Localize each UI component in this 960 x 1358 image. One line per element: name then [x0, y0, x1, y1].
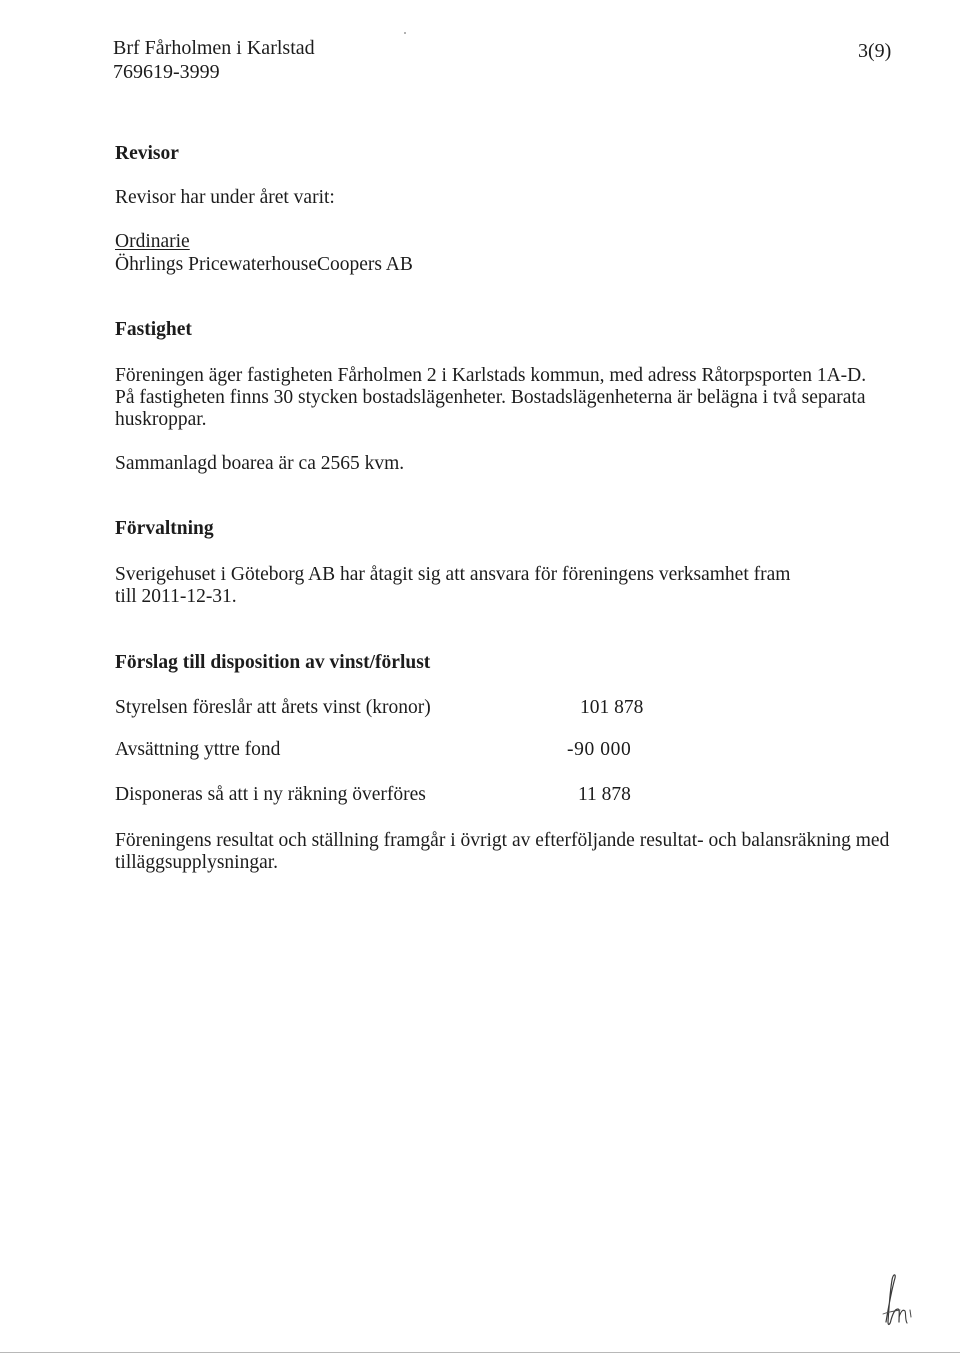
section-heading: Förslag till disposition av vinst/förlust: [115, 652, 431, 673]
auditor-name: Öhrlings PricewaterhouseCoopers AB: [115, 254, 413, 275]
row-label: Avsättning yttre fond: [115, 739, 281, 760]
row-amount: -90 000: [567, 739, 632, 760]
association-name: Brf Fårholmen i Karlstad: [113, 37, 315, 59]
row-amount: 11 878: [578, 784, 631, 805]
auditor-intro: Revisor har under året varit:: [115, 187, 335, 208]
scan-speck: [404, 32, 406, 34]
page-number: 3(9): [858, 40, 892, 62]
organization-number: 769619-3999: [113, 61, 220, 83]
paragraph-line: På fastigheten finns 30 stycken bostadslägenheter. Bostadslägenheterna är belägna i två separata: [115, 387, 866, 408]
section-heading: Revisor: [115, 143, 179, 164]
row-label: Disponeras så att i ny räkning överföres: [115, 784, 426, 805]
section-heading: Förvaltning: [115, 518, 214, 539]
paragraph-line: till 2011-12-31.: [115, 586, 237, 607]
row-label: Styrelsen föreslår att årets vinst (kronor): [115, 697, 431, 718]
scan-bottom-edge: [0, 1352, 960, 1353]
living-area-text: Sammanlagd boarea är ca 2565 kvm.: [115, 453, 405, 474]
paragraph-line: Föreningens resultat och ställning framgår i övrigt av efterföljande resultat- och balansräkning med: [115, 830, 890, 851]
paragraph-line: tilläggsupplysningar.: [115, 852, 279, 873]
paragraph-line: huskroppar.: [115, 409, 207, 430]
row-amount: 101 878: [580, 697, 644, 718]
section-heading: Fastighet: [115, 319, 192, 340]
handwritten-initials: [876, 1270, 916, 1330]
paragraph-line: Sverigehuset i Göteborg AB har åtagit sig att ansvara för föreningens verksamhet fram: [115, 564, 791, 585]
auditor-role: Ordinarie: [115, 231, 190, 252]
paragraph-line: Föreningen äger fastigheten Fårholmen 2 i Karlstads kommun, med adress Råtorpsporten 1A-D.: [115, 365, 867, 386]
